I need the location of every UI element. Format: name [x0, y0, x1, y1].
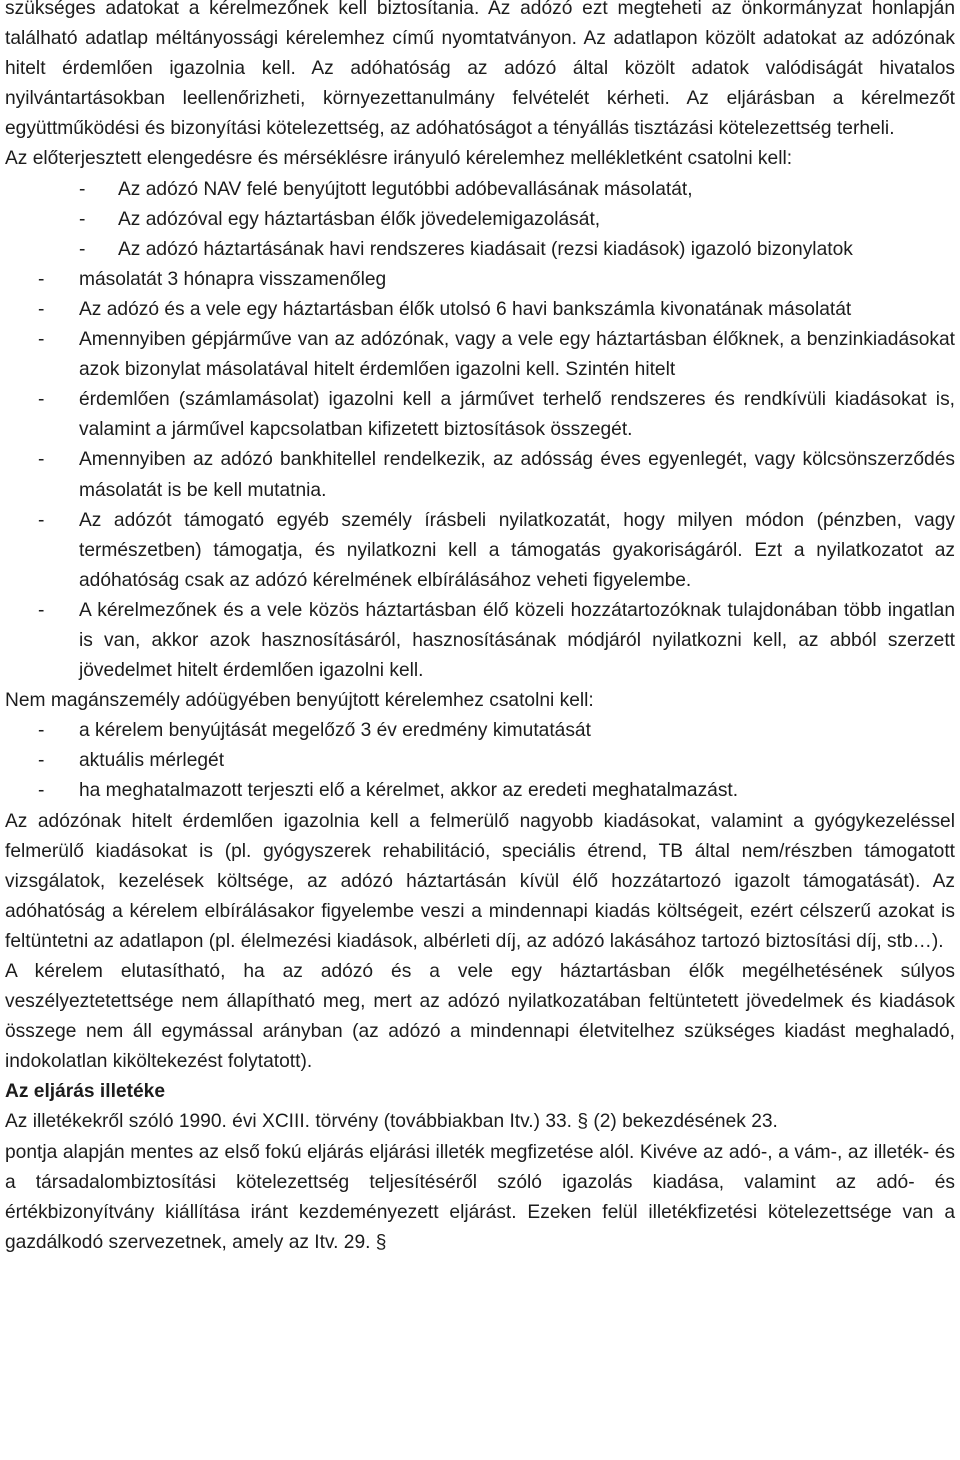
list-item: - Az adózó háztartásának havi rendszeres kiadásait (rezsi kiadások) igazoló bizonylatok — [5, 235, 955, 265]
dash-bullet: - — [38, 329, 45, 351]
list-item: - Amennyiben gépjárműve van az adózónak, vagy a vele egy háztartásban élőknek, a benzinkiadásokat azok bizonylat másolatával hitelt érdemlően igazolni kell. Szintén hitelt — [5, 325, 955, 385]
dash-bullet: - — [38, 750, 45, 772]
paragraph-rejection: A kérelem elutasítható, ha az adózó és a vele egy háztartásban élők megélhetésének súlyos veszélyeztetettsége nem állapítható meg, mert az adózó nyilatkozatában feltüntetett jövedelmek és kiadások összege nem áll egymással arányban (az adózó a mindennapi életvitelhez szükséges kiadást meghaladó, indokolatlan kiköltekezést folytatott). — [5, 961, 955, 1073]
list-item: - másolatát 3 hónapra visszamenőleg — [5, 265, 955, 295]
dash-bullet: - — [38, 298, 45, 320]
list-item: - Az adózóval egy háztartásban élők jövedelemigazolását, — [5, 205, 955, 235]
list-item: - A kérelmezőnek és a vele közös háztartásban élő közeli hozzátartozóknak tulajdonában több ingatlan is van, akkor azok hasznosításáról, hasznosításának módjáról nyilatkozni kell, az abból szerzett jövedelmet hitelt érdemlően igazolni kell. — [5, 596, 955, 686]
list-item: - Az adózó és a vele egy háztartásban élők utolsó 6 havi bankszámla kivonatának másolatát — [5, 295, 955, 325]
list-item: - Amennyiben az adózó bankhitellel rendelkezik, az adósság éves egyenlegét, vagy kölcsönszerződés másolatát is be kell mutatnia. — [5, 445, 955, 505]
paragraph-attachments-intro: Az előterjesztett elengedésre és mérséklésre irányuló kérelemhez mellékletként csatolni kell: — [5, 148, 793, 170]
list-item: - ha meghatalmazott terjeszti elő a kérelmet, akkor az eredeti meghatalmazást. — [5, 776, 955, 806]
dash-bullet: - — [38, 780, 45, 802]
dash-bullet: - — [38, 449, 45, 471]
list-item: - érdemlően (számlamásolat) igazolni kell a járművet terhelő rendszeres és rendkívüli kiadásokat is, valamint a járművel kapcsolatban kifizetett biztosítások összegét. — [5, 385, 955, 445]
paragraph-application-data: szükséges adatokat a kérelmezőnek kell biztosítania. Az adózó ezt megteheti az önkormányzat honlapján található adatlap méltányossági kérelemhez című nyomtatványon. Az adatlapon közölt adatokat az adózónak hitelt érdemlően igazolnia kell. Az adóhatóság az adózó által közölt adatok valódiságát hivatalos nyilvántartásokban leellenőrizheti, környezettanulmány felvételét kérheti. Az eljárásban a kérelmezőt együttműködési és bizonyítási kötelezettség, az adóhatóságot a tényállás tisztázási kötelezettség terheli. — [5, 0, 955, 140]
document-page — [5, 0, 955, 1258]
attachments-list — [5, 265, 955, 686]
dash-bullet: - — [79, 178, 86, 200]
dash-bullet: - — [38, 720, 45, 742]
section-heading-fee: Az eljárás illetéke — [5, 1081, 165, 1103]
paragraph-fee: pontja alapján mentes az első fokú eljárás eljárási illeték megfizetése alól. Kivéve az adó-, a vám-, az illeték- és a társadalombiztosítási kötelezettség teljesítéséről szóló igazolás kiadása, valamint az adó- és értékbizonyítvány kiállítása iránt kezdeményezett eljárást. Ezeken felül illetékfizetési kötelezettsége van a gazdálkodó szervezetnek, amely az Itv. 29. § — [5, 1141, 955, 1253]
list-item: - Az adózót támogató egyéb személy írásbeli nyilatkozatát, hogy milyen módon (pénzben, vagy természetben) támogatja, és nyilatkozni kell a támogatás gyakoriságáról. Ezt a nyilatkozatot az adóhatóság csak az adózó kérelmének elbírálásához veheti figyelembe. — [5, 506, 955, 596]
paragraph-non-individual-intro: Nem magánszemély adóügyében benyújtott kérelemhez csatolni kell: — [5, 690, 594, 712]
attachments-list-indented — [5, 175, 955, 265]
paragraph-fee-line1: Az illetékekről szóló 1990. évi XCIII. törvény (továbbiakban Itv.) 33. § (2) bekezdésének 23. — [5, 1111, 778, 1133]
dash-bullet: - — [38, 389, 45, 411]
dash-bullet: - — [38, 599, 45, 621]
non-individual-list — [5, 716, 955, 806]
dash-bullet: - — [79, 208, 86, 230]
dash-bullet: - — [38, 268, 45, 290]
list-item: - aktuális mérlegét — [5, 746, 955, 776]
paragraph-expenses: Az adózónak hitelt érdemlően igazolnia kell a felmerülő nagyobb kiadásokat, valamint a gyógykezeléssel felmerülő kiadásokat is (pl. gyógyszerek rehabilitáció, speciális étrend, TB által nem/részben támogatott vizsgálatok, kezelések költsége, az adózó háztartásán kívül élő hozzátartozó igazolt támogatását). Az adóhatóság a kérelem elbírálásakor figyelembe veszi a mindennapi kiadás költségeit, ezért célszerű azokat is feltüntetni az adatlapon (pl. élelmezési kiadások, albérleti díj, az adózó lakásához tartozó biztosítási díj, stb…). — [5, 810, 955, 952]
dash-bullet: - — [38, 509, 45, 531]
dash-bullet: - — [79, 238, 86, 260]
list-item: - a kérelem benyújtását megelőző 3 év eredmény kimutatását — [5, 716, 955, 746]
list-item: - Az adózó NAV felé benyújtott legutóbbi adóbevallásának másolatát, — [5, 175, 955, 205]
